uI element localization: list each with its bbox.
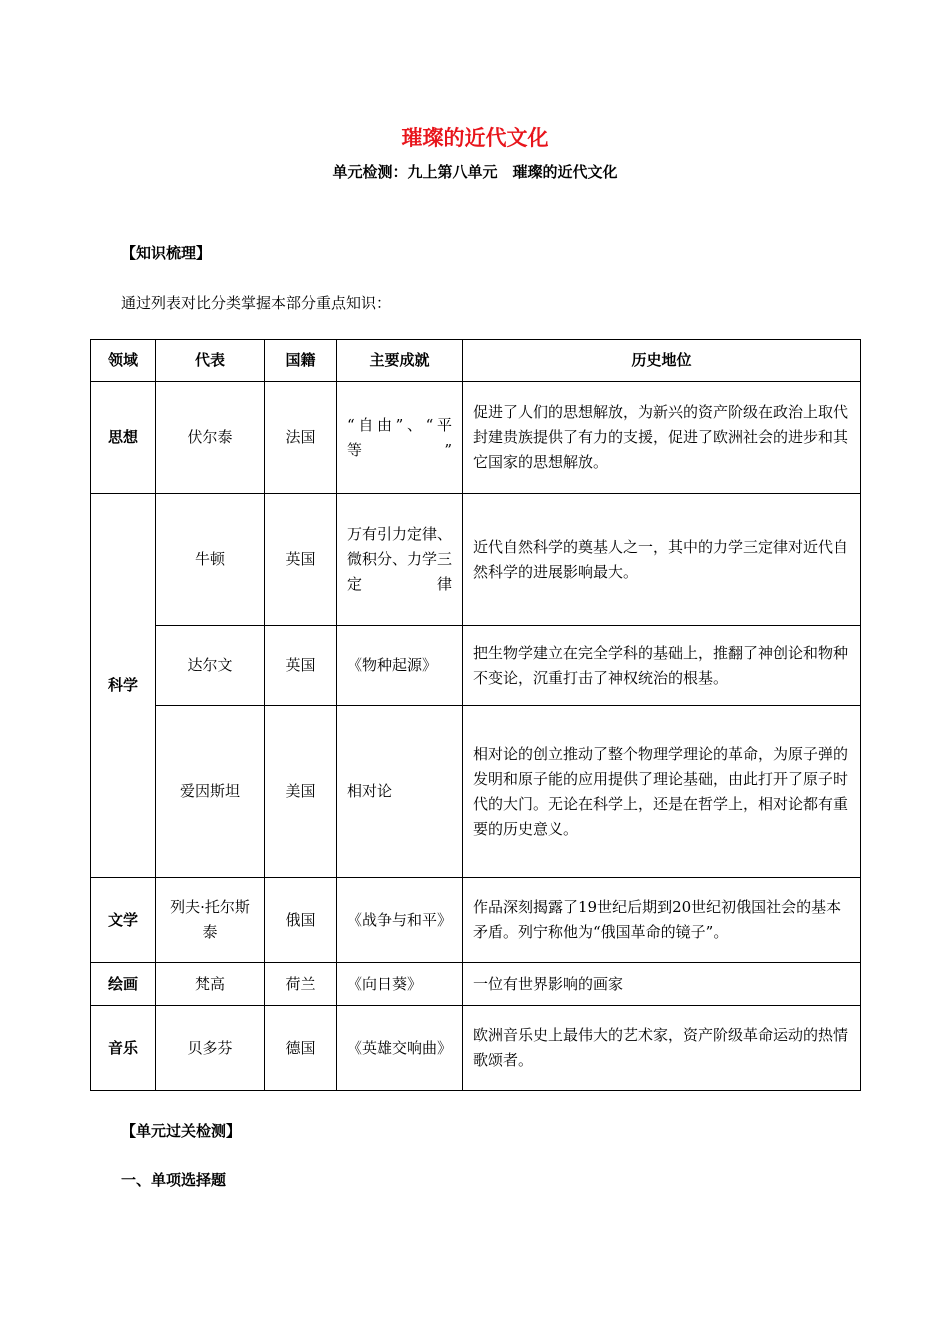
- person-cell: 梵高: [156, 963, 265, 1006]
- status-cell: 作品深刻揭露了19世纪后期到20世纪初俄国社会的基本矛盾。列宁称他为“俄国革命的镜子”。: [463, 878, 861, 963]
- page-subtitle: 单元检测：九上第八单元 璀璨的近代文化: [332, 163, 618, 181]
- person-cell: 达尔文: [156, 626, 265, 706]
- field-cell: 思想: [91, 382, 156, 494]
- table-row: [91, 706, 861, 878]
- page-title: 璀璨的近代文化: [401, 126, 549, 150]
- table-row: [91, 494, 861, 626]
- knowledge-table: [90, 339, 861, 1091]
- person-cell: 贝多芬: [156, 1006, 265, 1091]
- person-cell: 伏尔泰: [156, 382, 265, 494]
- status-cell: 促进了人们的思想解放，为新兴的资产阶级在政治上取代封建贵族提供了有力的支援，促进了欧洲社会的进步和其它国家的思想解放。: [463, 382, 861, 494]
- status-cell: 把生物学建立在完全学科的基础上，推翻了神创论和物种不变论，沉重打击了神权统治的根基。: [463, 626, 861, 706]
- status-cell: 相对论的创立推动了整个物理学理论的革命，为原子弹的发明和原子能的应用提供了理论基础，由此打开了原子时代的大门。无论在科学上，还是在哲学上，相对论都有重要的历史意义。: [463, 706, 861, 878]
- field-cell: 文学: [91, 878, 156, 963]
- person-cell: 牛顿: [156, 494, 265, 626]
- nation-cell: 德国: [265, 1006, 337, 1091]
- section-choice-heading: 一、单项选择题: [121, 1171, 227, 1189]
- section-test-heading: 【单元过关检测】: [121, 1122, 242, 1140]
- table-row: [91, 626, 861, 706]
- table-row: [91, 963, 861, 1006]
- header-person: 代表: [156, 340, 265, 382]
- section-knowledge-heading: 【知识梳理】: [121, 244, 212, 262]
- table-row: [91, 382, 861, 494]
- table-row: [91, 878, 861, 963]
- achievement-cell: 《物种起源》: [337, 626, 463, 706]
- header-nation: 国籍: [265, 340, 337, 382]
- field-cell: 科学: [91, 494, 156, 878]
- achievement-cell: 万有引力定律、微积分、力学三定律: [337, 494, 463, 626]
- status-cell: 近代自然科学的奠基人之一，其中的力学三定律对近代自然科学的进展影响最大。: [463, 494, 861, 626]
- table-row: [91, 1006, 861, 1091]
- achievement-cell: 相对论: [337, 706, 463, 878]
- nation-cell: 俄国: [265, 878, 337, 963]
- header-achievement: 主要成就: [337, 340, 463, 382]
- status-cell: 欧洲音乐史上最伟大的艺术家，资产阶级革命运动的热情歌颂者。: [463, 1006, 861, 1091]
- nation-cell: 英国: [265, 494, 337, 626]
- intro-text: 通过列表对比分类掌握本部分重点知识：: [121, 294, 392, 312]
- achievement-cell: “自由”、“平等”: [337, 382, 463, 494]
- achievement-cell: 《向日葵》: [337, 963, 463, 1006]
- achievement-cell: 《战争与和平》: [337, 878, 463, 963]
- header-status: 历史地位: [463, 340, 861, 382]
- person-cell: 列夫·托尔斯泰: [156, 878, 265, 963]
- field-cell: 音乐: [91, 1006, 156, 1091]
- table-header-row: [91, 340, 861, 382]
- nation-cell: 英国: [265, 626, 337, 706]
- achievement-cell: 《英雄交响曲》: [337, 1006, 463, 1091]
- header-field: 领域: [91, 340, 156, 382]
- nation-cell: 法国: [265, 382, 337, 494]
- nation-cell: 荷兰: [265, 963, 337, 1006]
- person-cell: 爱因斯坦: [156, 706, 265, 878]
- field-cell: 绘画: [91, 963, 156, 1006]
- status-cell: 一位有世界影响的画家: [463, 963, 861, 1006]
- nation-cell: 美国: [265, 706, 337, 878]
